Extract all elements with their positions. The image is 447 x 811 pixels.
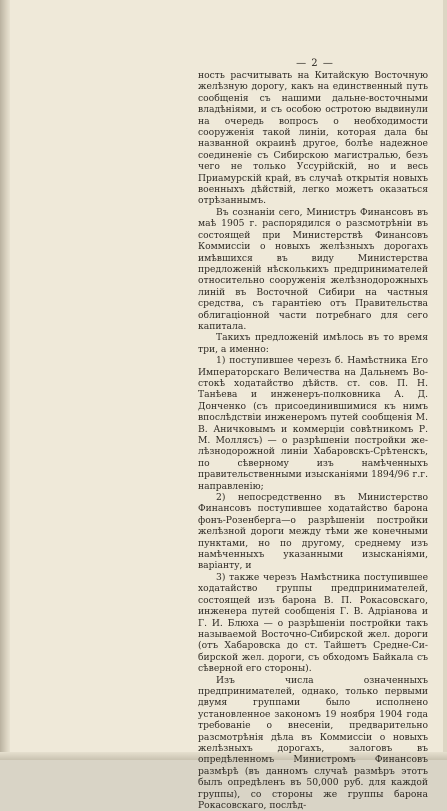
body-text bbox=[198, 70, 428, 811]
paragraph-item-1: 1) поступившее черезъ б. Намѣстника Его Императорскаго Величества на Дальнемъ Востокѣ ходатайство дѣйств. ст. сов. П. Н. Танѣева и инженеръ-полковника А. Д. Донченко (съ присоединившимися къ нимъ впослѣдствіи инженеромъ путей сообщенія М. В. Аничковымъ и коммерціи совѣтникомъ Р. М. Моллясъ) — о разрѣшеніи постройки желѣзнодорожной линіи Хабаровскъ-Срѣтенскъ, по сѣверному изъ намѣченныхъ правительственными изысканіями 1894/96 г.г. направленію; bbox=[198, 355, 428, 492]
page-right-edge bbox=[443, 0, 447, 760]
page-number-header: — 2 — bbox=[296, 58, 334, 69]
paragraph-continuation: ность расчитывать на Китайскую Восточную желѣзную дорогу, какъ на единственный путь сообщенія съ нашими дальне-восточными владѣніями, и съ особою остротою выдвинули на очередь вопросъ о необходимости сооруженія такой линіи, которая дала бы названной окраинѣ другое, болѣе надежное соединеніе съ Сибирскою магистралью, безъ чего не только Уссурійскій, но и весь Приамурскій край, въ случаѣ открытія новыхъ военныхъ дѣйствій, легко можетъ оказаться отрѣзаннымъ. bbox=[198, 70, 428, 207]
paragraph: Въ сознаніи сего, Министръ Финансовъ въ маѣ 1905 г. распорядился о разсмотрѣніи въ состоящей при Министерствѣ Финансовъ Коммиссіи о новыхъ желѣзныхъ дорогахъ имѣвшихся въ виду Министерства предложеній нѣсколькихъ предпринимателей относительно сооруженія желѣзнодорожныхъ линій въ Восточной Сибири на частныя средства, съ гарантіею отъ Правительства облигаціонной части потребнаго для сего капитала. bbox=[198, 206, 428, 332]
paragraph-item-3: 3) также черезъ Намѣстника поступившее ходатайство группы предпринимателей, состоящей изъ барона В. П. Рокасовскаго, инженера путей сообщенія Г. В. Адріанова и Г. И. Блюха — о разрѣшеніи постройки такъ называемой Восточно-Сибирской жел. дороги (отъ Хабаровска до ст. Тайшетъ Средне-Сибирской жел. дороги, съ обходомъ Байкала съ сѣверной его стороны). bbox=[198, 571, 428, 675]
paragraph-item-2: 2) непосредственно въ Министерство Финансовъ поступившее ходатайство барона фонъ-Розенберга—о разрѣшеніи постройки желѣзной дороги между тѣми же конечными пунктами, но по другому, среднему изъ намѣченныхъ указанными изысканіями, варіанту, и bbox=[198, 492, 428, 572]
paragraph: Такихъ предложеній имѣлось въ то время три, а именно: bbox=[198, 332, 428, 355]
book-binding-edge bbox=[0, 0, 10, 760]
paragraph: Изъ числа означенныхъ предпринимателей, однако, только первыми двумя группами было исполнено установленное закономъ 19 ноября 1904 года требованіе о внесеніи, предварительно разсмотрѣнія дѣла въ Коммиссіи о новыхъ желѣзныхъ дорогахъ, залоговъ въ опредѣленномъ Министромъ Финансовъ размѣрѣ (въ данномъ случаѣ размѣръ этотъ былъ опредѣленъ въ 50,000 руб. для каждой группы), со стороны же группы барона Рокасовскаго, послѣд- bbox=[198, 674, 428, 811]
